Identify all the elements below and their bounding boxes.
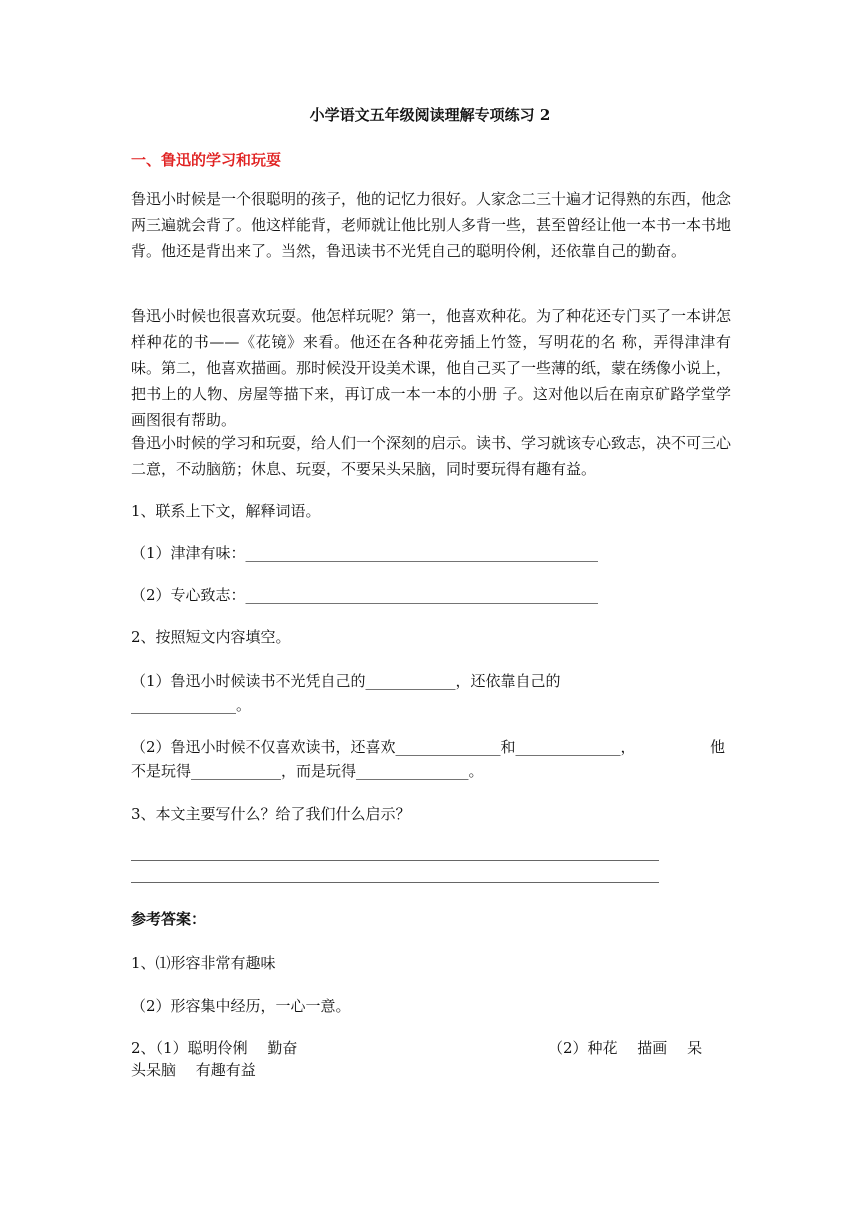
answer-2-line2: 头呆脑 有趣有益 bbox=[131, 1061, 256, 1079]
answer-2-right: （2）种花 描画 呆 bbox=[548, 1039, 703, 1057]
answer-line-2 bbox=[131, 882, 659, 883]
question-3-prompt: 3、本文主要写什么？给了我们什么启示？ bbox=[131, 805, 411, 823]
question-2b-line1-end: 他 bbox=[710, 738, 726, 756]
answers-heading: 参考答案： bbox=[131, 910, 207, 928]
question-1-prompt: 1、联系上下文，解释词语。 bbox=[131, 502, 321, 520]
question-1b: （2）专心致志：_______________________________________________ bbox=[131, 586, 599, 604]
page-title: 小学语文五年级阅读理解专项练习 2 bbox=[309, 106, 551, 124]
answer-1b: （2）形容集中经历，一心一意。 bbox=[131, 997, 351, 1015]
paragraph-3: 鲁迅小时候的学习和玩耍，给人们一个深刻的启示。读书、学习就该专心致志，决不可三心二意，不动脑筋；休息、玩耍，不要呆头呆脑，同时要玩得有趣有益。 bbox=[131, 434, 732, 478]
answer-2-left: 2、（1）聪明伶俐 勤奋 bbox=[131, 1039, 298, 1057]
paragraph-1: 鲁迅小时候是一个很聪明的孩子，他的记忆力很好。人家念二三十遍才记得熟的东西，他念两三遍就会背了。他这样能背，老师就让他比别人多背一些，甚至曾经让他一本书一本书地背。他还是背出来了。当然，鲁迅读书不光凭自己的聪明伶俐，还依靠自己的勤奋。 bbox=[131, 190, 732, 260]
question-2a-line2: ______________。 bbox=[131, 696, 252, 714]
paragraph-2: 鲁迅小时候也很喜欢玩耍。他怎样玩呢？第一，他喜欢种花。为了种花还专门买了一本讲怎样种花的书——《花镜》来看。他还在各种花旁插上竹签，写明花的名 称，弄得津津有味。第二，他喜欢描画。那时候没开设美术课，他自己买了一些薄的纸，蒙在绣像小说上，把书上的人物、房屋等描下来，再订成一本一本的小册 子。这对他以后在南京矿路学堂学画图很有帮助。 bbox=[131, 307, 732, 429]
answer-line-1 bbox=[131, 860, 659, 861]
question-2b-line1: （2）鲁迅小时候不仅喜欢读书，还喜欢______________和______________， bbox=[131, 738, 636, 756]
question-2a-line1: （1）鲁迅小时候读书不光凭自己的____________，还依靠自己的 bbox=[131, 672, 561, 690]
question-1a: （1）津津有味：_______________________________________________ bbox=[131, 544, 599, 562]
question-2-prompt: 2、按照短文内容填空。 bbox=[131, 628, 291, 646]
question-2b-line2: 不是玩得____________，而是玩得_______________。 bbox=[131, 762, 484, 780]
section-heading: 一、鲁迅的学习和玩耍 bbox=[131, 151, 282, 169]
answer-1: 1、⑴形容非常有趣味 bbox=[131, 954, 276, 972]
